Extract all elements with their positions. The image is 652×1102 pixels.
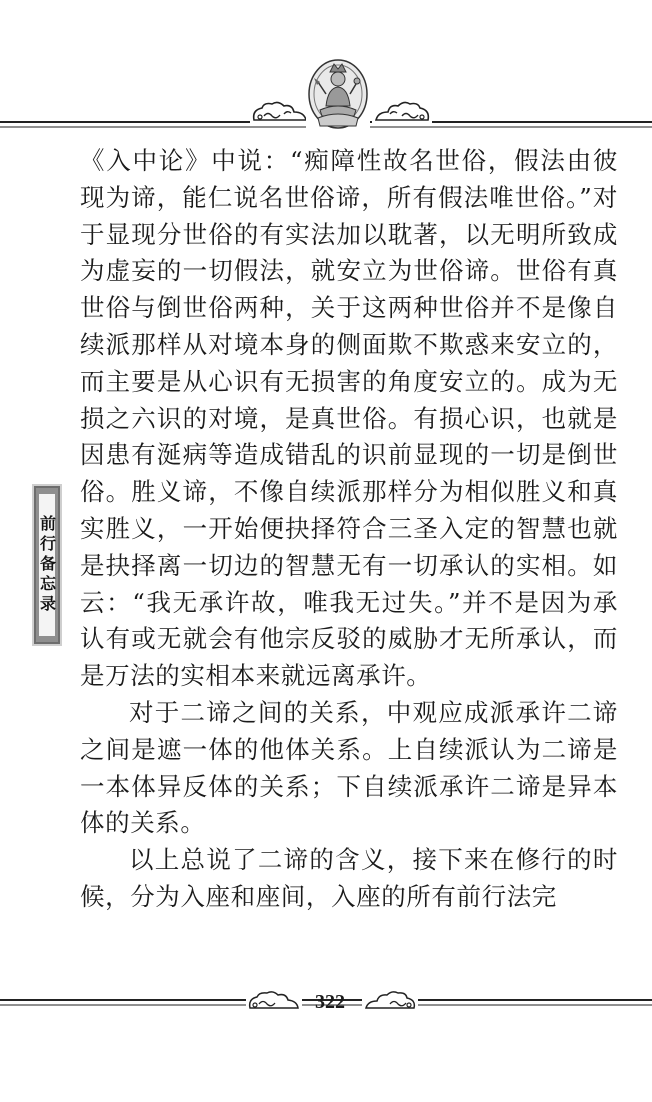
deity-figure-icon (306, 58, 370, 134)
cloud-scroll-right-icon (362, 990, 418, 1012)
cloud-scroll-left-icon (246, 990, 302, 1012)
paragraph: 以上总说了二谛的含义，接下来在修行的时候，分为入座和座间，入座的所有前行法完 (80, 845, 618, 911)
page-number: 322 (315, 991, 345, 1013)
paragraph: 对于二谛之间的关系，中观应成派承许二谛之间是遮一体的他体关系。上自续派认为二谛是一本体异反体的关系；下自续派承许二谛是异本体的关系。 (80, 697, 618, 838)
cloud-scroll-right-icon (372, 100, 432, 124)
page-body (80, 143, 618, 916)
side-section-tab (32, 484, 62, 646)
paragraph: 《入中论》中说：“痴障性故名世俗，假法由彼现为谛，能仁说名世俗谛，所有假法唯世俗。”对于显现分世俗的有实法加以耽著，以无明所致成为虚妄的一切假法，就安立为世俗谛。世俗有真世俗与倒世俗两种，关于这两种世俗并不是像自续派那样从对境本身的侧面欺不欺惑来安立的，而主要是从心识有无损害的角度安立的。成为无损之六识的对境，是真世俗。有损心识，也就是因患有涎病等造成错乱的识前显现的一切是倒世俗。胜义谛，不像自续派那样分为相似胜义和真实胜义，一开始便抉择符合三圣入定的智慧也就是抉择离一切边的智慧无有一切承认的实相。如云：“我无承许故，唯我无过失。”并不是因为承认有或无就会有他宗反驳的威胁才无所承认，而是万法的实相本来就远离承许。 (80, 146, 618, 691)
side-tab-label: 前行备忘录 (37, 515, 57, 615)
cloud-scroll-left-icon (250, 100, 310, 124)
